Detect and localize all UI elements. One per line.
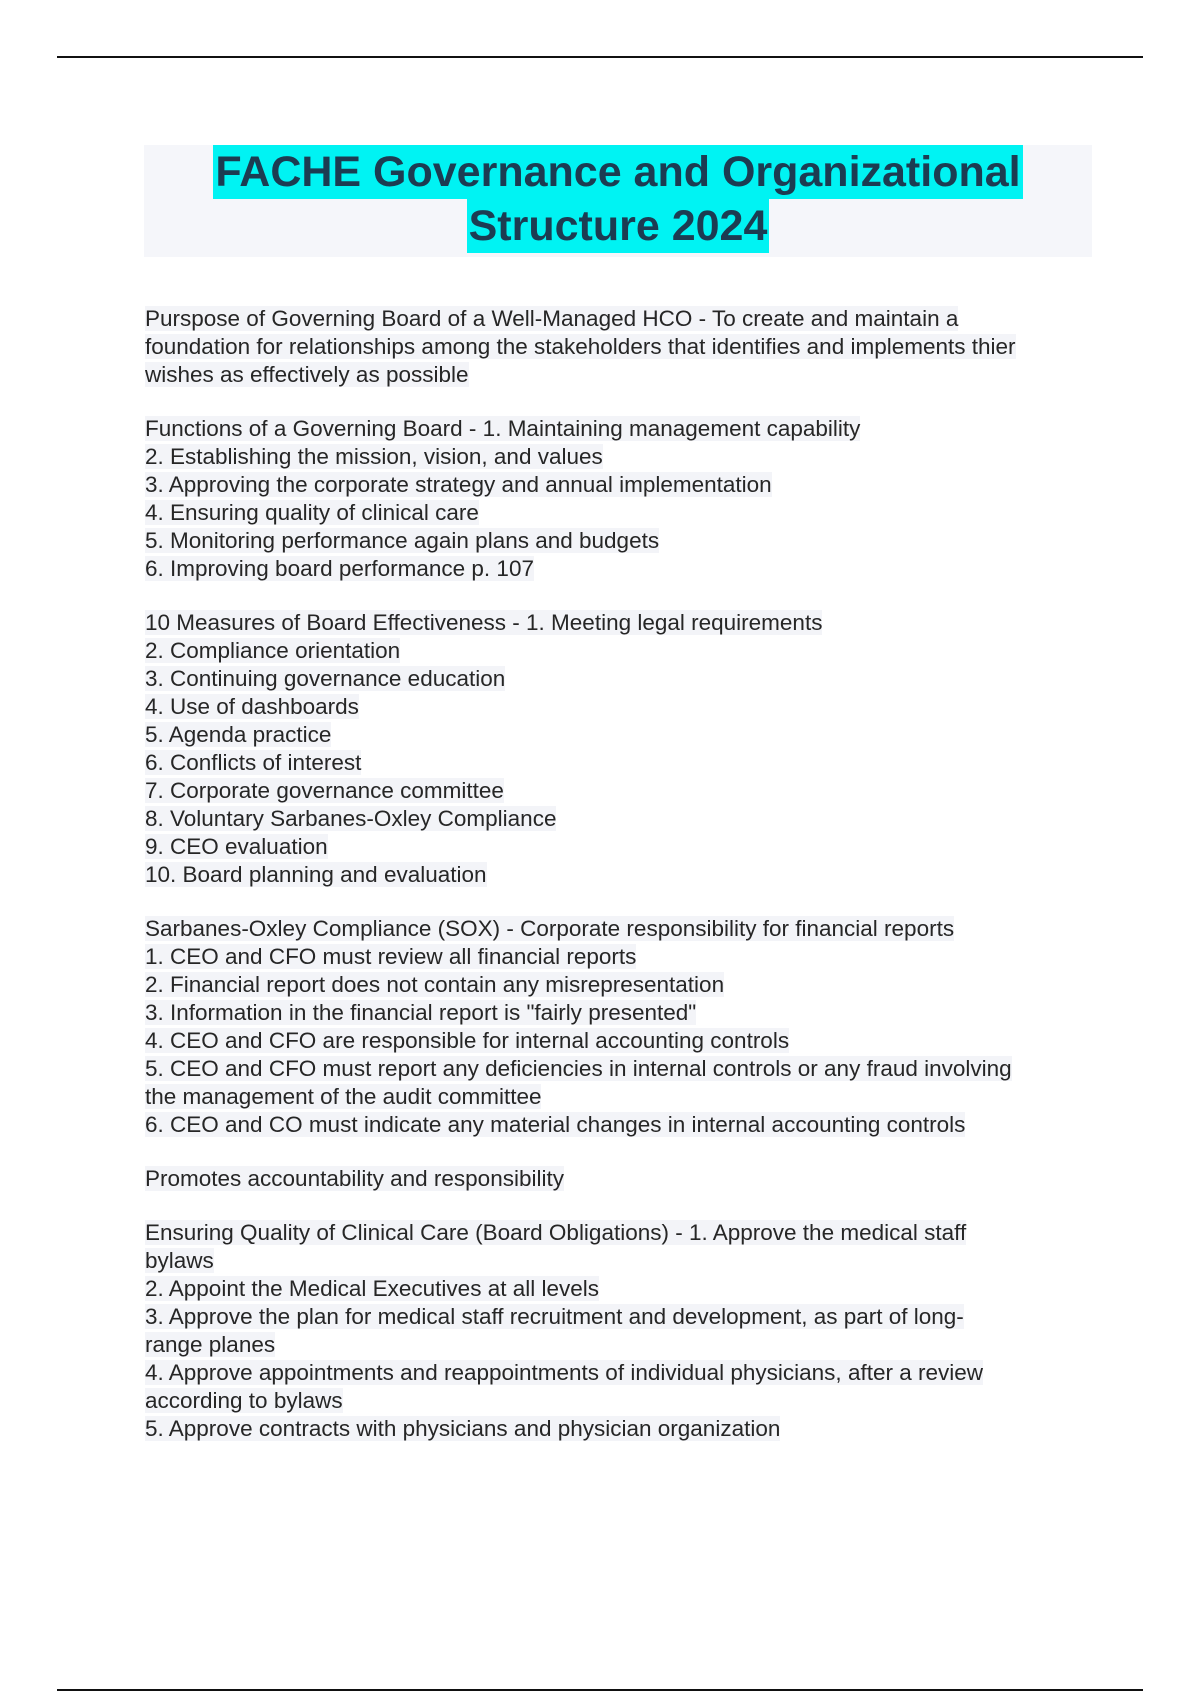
text-line: 5. Agenda practice [145, 722, 332, 747]
text-line: 8. Voluntary Sarbanes-Oxley Compliance [145, 806, 557, 831]
qa-section [145, 1165, 1085, 1193]
qa-section [145, 609, 1085, 889]
text-line: 2. Financial report does not contain any misrepresentation [145, 972, 725, 997]
text-line: wishes as effectively as possible [145, 362, 469, 387]
bottom-divider [57, 1689, 1143, 1691]
qa-section [145, 305, 1085, 389]
text-line: bylaws [145, 1248, 214, 1273]
text-line: Promotes accountability and responsibility [145, 1166, 564, 1191]
text-line: 3. Continuing governance education [145, 666, 506, 691]
text-line: 7. Corporate governance committee [145, 778, 504, 803]
text-line: 2. Compliance orientation [145, 638, 401, 663]
text-line: 6. CEO and CO must indicate any material changes in internal accounting controls [145, 1112, 966, 1137]
text-line: 4. Use of dashboards [145, 694, 359, 719]
text-line: 2. Appoint the Medical Executives at all levels [145, 1276, 599, 1301]
text-line: 6. Conflicts of interest [145, 750, 362, 775]
text-line: Sarbanes-Oxley Compliance (SOX) - Corporate responsibility for financial reports [145, 916, 955, 941]
text-line: 3. Approving the corporate strategy and annual implementation [145, 472, 772, 497]
text-line: 10. Board planning and evaluation [145, 862, 487, 887]
text-line: Ensuring Quality of Clinical Care (Board Obligations) - 1. Approve the medical staff [145, 1220, 967, 1245]
text-line: range planes [145, 1332, 276, 1357]
qa-section [145, 415, 1085, 583]
document-body [145, 305, 1085, 1469]
text-line: 1. CEO and CFO must review all financial reports [145, 944, 637, 969]
text-line: foundation for relationships among the stakeholders that identifies and implements thier [145, 334, 1016, 359]
text-line: 4. CEO and CFO are responsible for internal accounting controls [145, 1028, 790, 1053]
qa-section [145, 915, 1085, 1139]
text-line: 9. CEO evaluation [145, 834, 328, 859]
text-line: according to bylaws [145, 1388, 343, 1413]
text-line: 10 Measures of Board Effectiveness - 1. Meeting legal requirements [145, 610, 823, 635]
text-line: 4. Ensuring quality of clinical care [145, 500, 479, 525]
text-line: 5. Monitoring performance again plans and budgets [145, 528, 660, 553]
text-line: 3. Approve the plan for medical staff recruitment and development, as part of long- [145, 1304, 964, 1329]
text-line: Purspose of Governing Board of a Well-Managed HCO - To create and maintain a [145, 306, 959, 331]
text-line: the management of the audit committee [145, 1084, 542, 1109]
qa-section [145, 1219, 1085, 1443]
text-line: 4. Approve appointments and reappointments of individual physicians, after a review [145, 1360, 983, 1385]
text-line: Functions of a Governing Board - 1. Maintaining management capability [145, 416, 861, 441]
title-line-1: FACHE Governance and Organizational [213, 145, 1022, 199]
text-line: 5. Approve contracts with physicians and physician organization [145, 1416, 781, 1441]
top-divider [57, 56, 1143, 58]
title-line-2: Structure 2024 [467, 199, 770, 253]
text-line: 3. Information in the financial report is "fairly presented" [145, 1000, 697, 1025]
text-line: 5. CEO and CFO must report any deficiencies in internal controls or any fraud involving [145, 1056, 1012, 1081]
document-title [144, 145, 1092, 257]
text-line: 2. Establishing the mission, vision, and values [145, 444, 603, 469]
text-line: 6. Improving board performance p. 107 [145, 556, 534, 581]
